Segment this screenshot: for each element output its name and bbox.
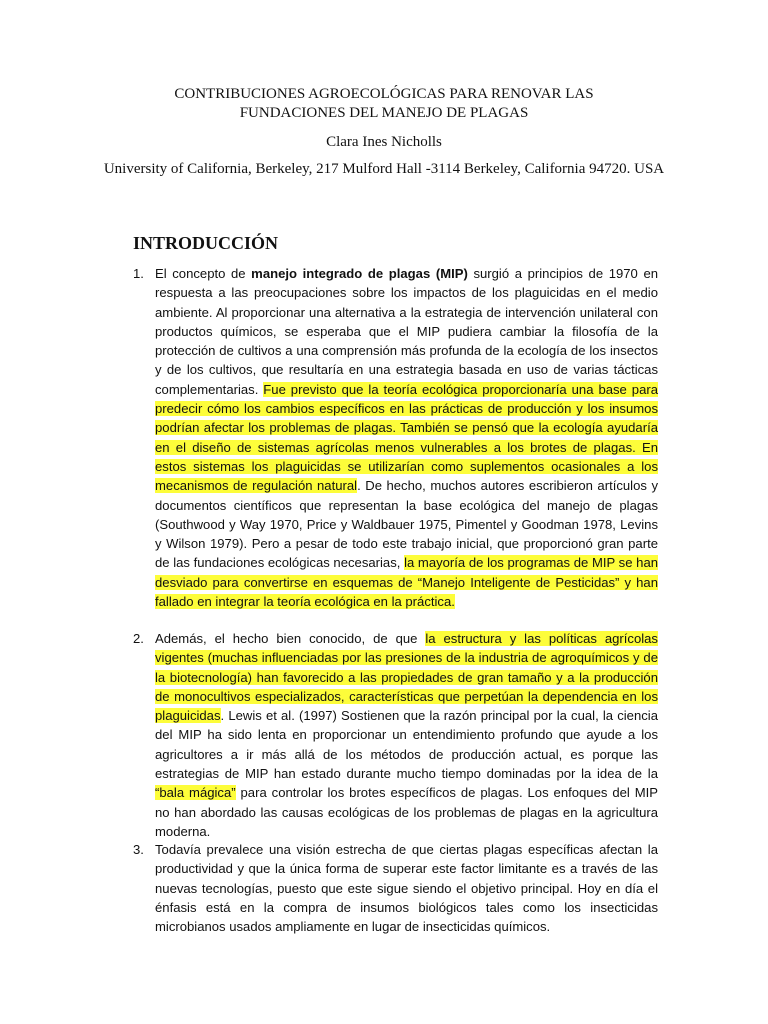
list-item-number: 2. xyxy=(133,631,144,646)
highlighted-text: “bala mágica” xyxy=(155,785,236,801)
paragraph-1 xyxy=(155,264,658,611)
list-item-number: 1. xyxy=(133,266,144,281)
highlighted-text: la estructura y las políticas agrícolas vigentes (muchas influenciadas por las presiones de la industria de agroquímicos y de la biotecnología) han favorecido a las propiedades de gran tamaño y a la producción de monocultivos especializados, características que perpetúan la dependencia en los plaguicidas xyxy=(155,631,658,724)
section-heading: INTRODUCCIÓN xyxy=(133,233,279,253)
text-segment: Además, el hecho bien conocido, de que xyxy=(155,631,426,646)
list-item xyxy=(133,629,658,841)
highlighted-text: la mayoría de los programas de MIP se han desviado para convertirse en esquemas de “Manejo Inteligente de Pesticidas” y han fallado en integrar la teoría ecológica en la práctica. xyxy=(155,555,659,610)
highlighted-text: Fue previsto que la teoría ecológica proporcionaría una base para predecir cómo los cambios específicos en las prácticas de producción y los insumos podrían afectar los problemas de plagas. También se pensó que la ecología ayudaría en el diseño de sistemas agrícolas menos vulnerables a los brotes de plagas. En estos sistemas los plaguicidas se utilizarían como suplementos ocasionales a los mecanismos de regulación natural xyxy=(155,381,658,494)
list-item xyxy=(133,264,658,611)
title-line-2: FUNDACIONES DEL MANEJO DE PLAGAS xyxy=(239,105,529,121)
text-segment: para controlar los brotes específicos de plagas. Los enfoques del MIP no han abordado las causas ecológicas de los problemas de plagas en la agricultura moderna. xyxy=(155,785,658,839)
list-item-number: 3. xyxy=(133,842,144,857)
text-segment: . De hecho, muchos autores escribieron artículos y documentos científicos que representan la base ecológica del manejo de plagas (Southwood y Way 1970, Price y Waldbauer 1975, Pimentel y Goodman 1978, Levins y Wilson 1979). Pero a pesar de todo este trabajo inicial, que proporcionó gran parte de las fundaciones ecológicas necesarias, xyxy=(155,478,658,571)
list-item xyxy=(133,840,658,936)
text-segment: El concepto de xyxy=(155,266,252,281)
author-name: Clara Ines Nicholls xyxy=(326,134,442,150)
paragraph-2 xyxy=(155,629,658,841)
text-segment: surgió a principios de 1970 en respuesta a las preocupaciones sobre los impactos de los plaguicidas en el medio ambiente. Al proporcionar una alternativa a la estrategia de intervención unilateral con productos químicos, se esperaba que el MIP pudiera cambiar la filosofía de la protección de cultivos a una comprensión más profunda de la ecología de los insectos y de los cultivos, que resultaría en una estrategia basada en uso de varias tácticas complementarias. xyxy=(155,266,659,397)
title-line-1: CONTRIBUCIONES AGROECOLÓGICAS PARA RENOVAR LAS xyxy=(174,86,594,102)
text-segment: Todavía prevalece una visión estrecha de que ciertas plagas específicas afectan la productividad y que la única forma de superar este factor limitante es a través de las nuevas tecnologías, puesto que este sigue siendo el objetivo principal. Hoy en día el énfasis está en la compra de insumos biológicos tales como los insecticidas microbianos usados ampliamente en lugar de insecticidas químicos. xyxy=(155,842,658,935)
bold-term: manejo integrado de plagas (MIP) xyxy=(251,266,468,281)
text-segment: . Lewis et al. (1997) Sostienen que la razón principal por la cual, la ciencia del MIP ha sido lenta en proporcionar un entendimiento profundo que ayude a los agricultores a ir más allá de los métodos de producción actual, es porque las estrategias de MIP han estado durante mucho tiempo dominadas por la idea de la xyxy=(155,708,658,782)
paragraph-3 xyxy=(155,840,658,936)
document-title xyxy=(0,85,768,123)
author-affiliation: University of California, Berkeley, 217 Mulford Hall -3114 Berkeley, California 94720. USA xyxy=(103,161,665,177)
